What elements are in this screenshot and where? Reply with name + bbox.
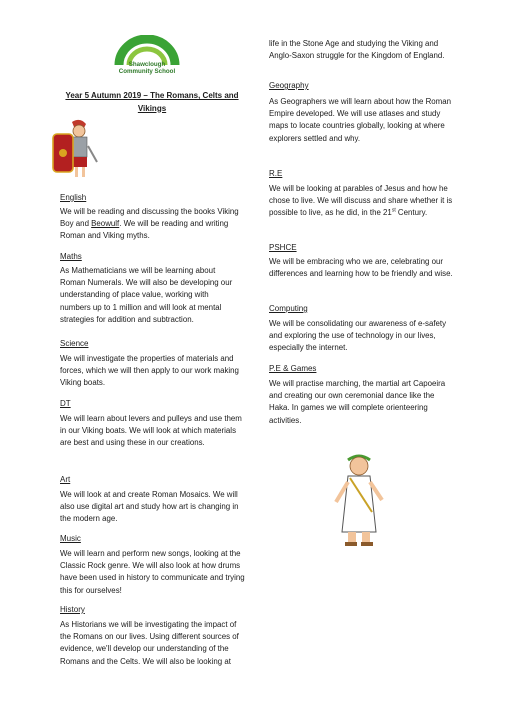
science-heading: Science [60,339,89,348]
maths-heading: Maths [60,252,82,261]
history-heading: History [60,605,85,614]
music-text: We will learn and perform new songs, looking at the Classic Rock genre. We will also look at how drums have been used in history to communicate and trying this for ourselves! [60,549,245,595]
english-book-title: Beowulf [91,219,120,229]
english-text-part2: . We will be reading and writing Roman and Viking myths. [60,219,229,241]
english-text-part1: We will be reading and discussing the books Viking Boy and [60,207,239,229]
roman-soldier-clipart [50,118,100,180]
art-heading: Art [60,475,71,484]
art-text: We will look at and create Roman Mosaics. We will also use digital art and study how art is changing in the modern age. [60,490,239,524]
geography-heading: Geography [269,81,309,90]
re-superscript: st [391,207,396,214]
pe-heading: P.E & Games [269,364,317,373]
pshce-heading: PSHCE [269,243,297,252]
school-name [113,62,181,76]
dt-text: We will learn about levers and pulleys and use them in our Viking boats. We will look at which materials are best and using these in our creations. [60,414,242,448]
school-name-line2: Community School [118,67,176,75]
pe-text: We will practise marching, the martial art Capoeira and creating our own ceremonial dance like the Haka. In games we will complete orienteering activities. [269,379,446,425]
school-name-line1: Shawclough [128,61,166,68]
history-continued-text: life in the Stone Age and studying the Viking and Anglo-Saxon struggle for the Kingdom of England. [269,39,445,61]
roman-emperor-clipart [328,452,390,550]
music-heading: Music [60,534,81,543]
geography-text: As Geographers we will learn about how the Roman Empire developed. We will use atlases and study maps to locate countries globally, looking at where explorers settled and why. [269,97,452,143]
re-text-part1: We will be looking at parables of Jesus and how he chose to live. We will discuss and share whether it is possible to live, as he did, in the 21 [269,184,453,218]
science-text: We will investigate the properties of materials and forces, which we will then apply to our work making Viking boats. [60,354,239,388]
computing-heading: Computing [269,304,308,313]
history-text: As Historians we will be investigating the impact of the Romans on our lives. Using different sources of evidence, we'll develop our understanding of the Romans and the Celts. We will also be looking at [60,620,239,666]
re-text [269,183,457,220]
school-logo [113,35,181,85]
pshce-text: We will be embracing who we are, celebrating our differences and learning how to be friendly and wise. [269,257,453,279]
maths-text: As Mathematicians we will be learning about Roman Numerals. We will also be developing our understanding of place value, working with numbers up to 1 million and will look at mental strategies for addition and subtraction. [60,266,233,324]
computing-text: We will be consolidating our awareness of e-safety and exploring the use of technology in our lives, especially the internet. [269,319,447,353]
re-text-part2: Century. [395,208,428,218]
english-heading: English [60,193,87,202]
english-text [60,206,245,243]
page-title: Year 5 Autumn 2019 – The Romans, Celts and Vikings [65,91,239,113]
re-heading: R.E [269,169,283,178]
dt-heading: DT [60,399,71,408]
